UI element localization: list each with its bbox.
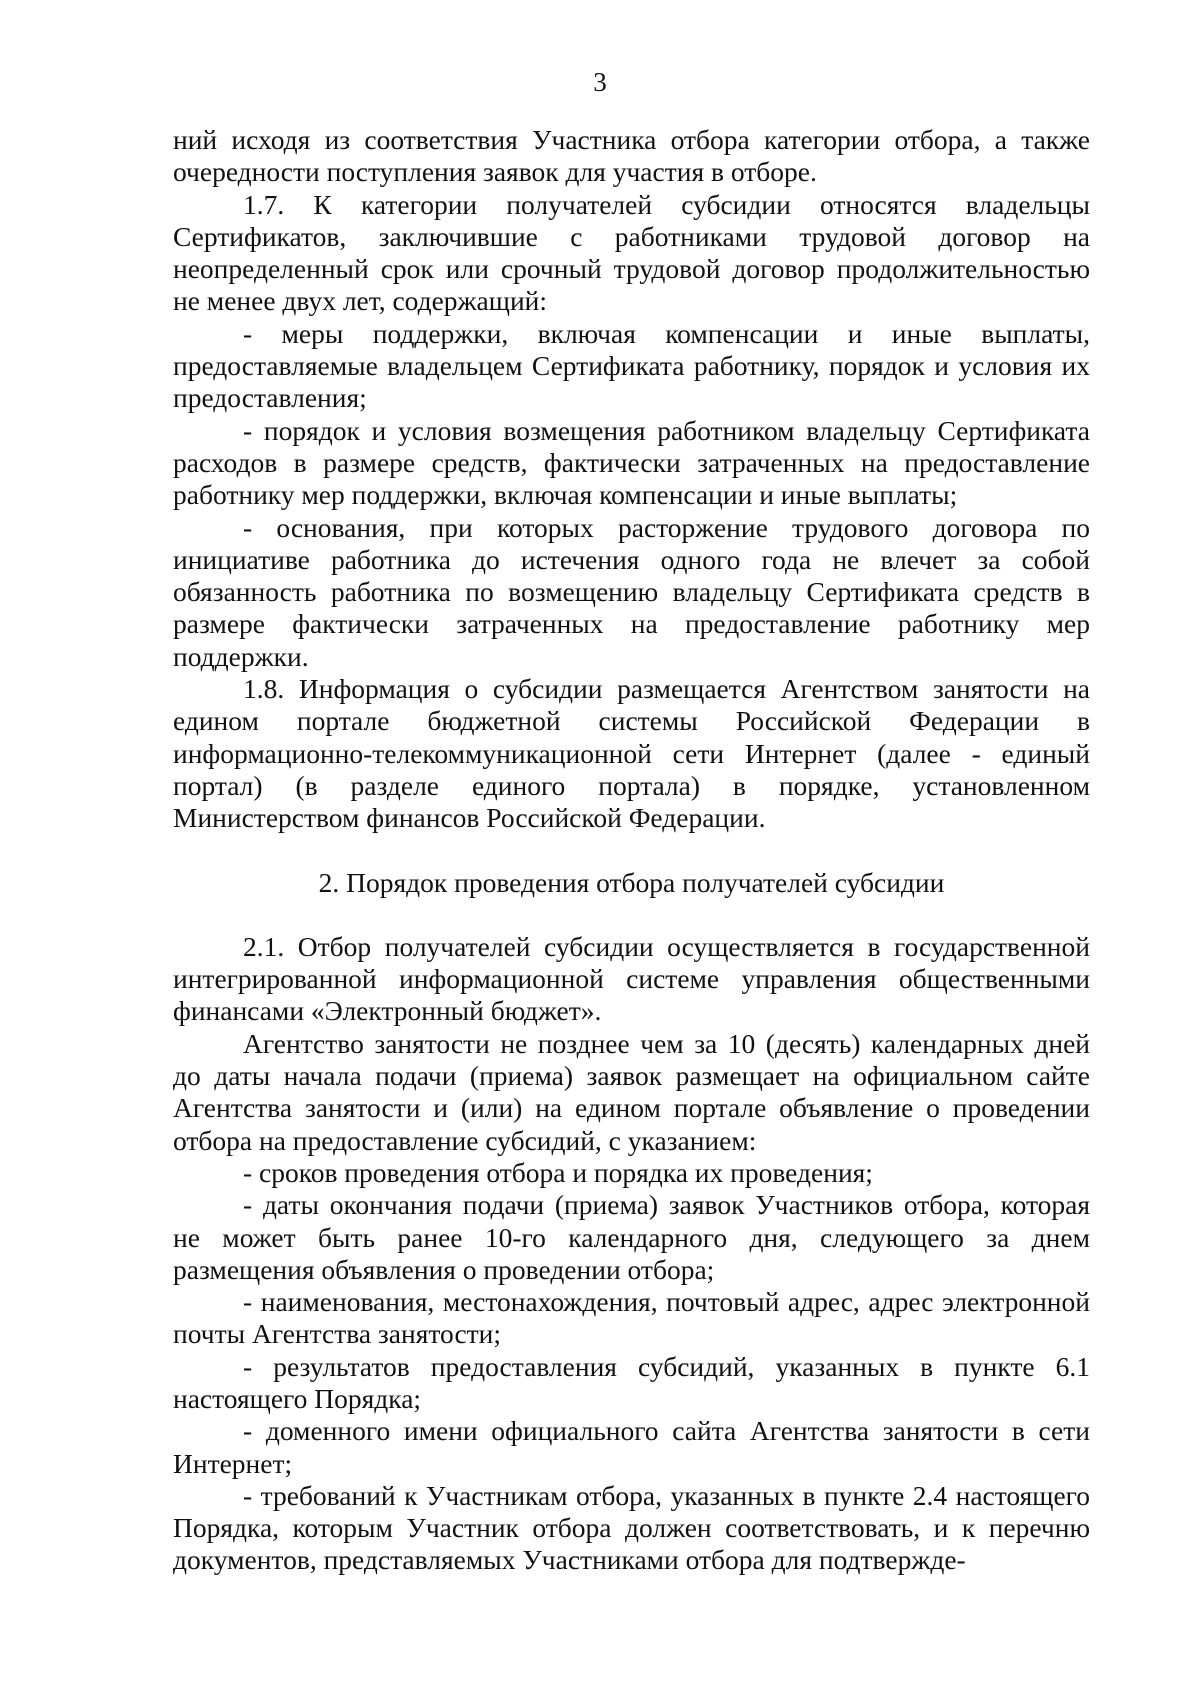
list-item: - порядок и условия возмещения работником владельцу Сертификата расходов в размере средств, фактически затраченных на предоставление работнику мер поддержки, включая компенсации и иные выплаты;: [173, 414, 1090, 511]
paragraph-1-7: 1.7. К категории получателей субсидии относятся владельцы Сертификатов, заключившие с работниками трудовой договор на неопределенный срок или срочный трудовой договор продолжительностью не менее двух лет, содержащий:: [173, 188, 1090, 317]
list-item: - основания, при которых расторжение трудового договора по инициативе работника до истечения одного года не влечет за собой обязанность работника по возмещению владельцу Сертификата средств в размере фактически затраченных на предоставление работнику мер поддержки.: [173, 511, 1090, 672]
paragraph-1-8: 1.8. Информация о субсидии размещается Агентством занятости на едином портале бюджетной системы Российской Федерации в информационно-телекоммуникационной сети Интернет (далее - единый портал) (в разделе единого портала) в порядке, установленном Министерством финансов Российской Федерации.: [173, 673, 1090, 834]
list-item: - меры поддержки, включая компенсации и иные выплаты, предоставляемые владельцем Сертификата работнику, порядок и условия их предоставления;: [173, 317, 1090, 414]
paragraph-2-1: 2.1. Отбор получателей субсидии осуществляется в государственной интегрированной информационной системе управления общественными финансами «Электронный бюджет».: [173, 930, 1090, 1027]
paragraph: ний исходя из соответствия Участника отбора категории отбора, а также очередности поступления заявок для участия в отборе.: [173, 124, 1090, 188]
list-item: - требований к Участникам отбора, указанных в пункте 2.4 настоящего Порядка, которым Участник отбора должен соответствовать, и к перечню документов, представляемых Участниками отбора для подтвержде-: [173, 1479, 1090, 1576]
section-heading: 2. Порядок проведения отбора получателей субсидии: [318, 866, 945, 898]
list-item: - даты окончания подачи (приема) заявок Участников отбора, которая не может быть ранее 10-го календарного дня, следующего за днем размещения объявления о проведении отбора;: [173, 1189, 1090, 1285]
list-item: - наименования, местонахождения, почтовый адрес, адрес электронной почты Агентства занятости;: [173, 1286, 1090, 1350]
document-body: [173, 124, 1090, 1577]
paragraphs-after-section: [173, 931, 1090, 1577]
paragraph: Агентство занятости не позднее чем за 10 (десять) календарных дней до даты начала подачи (приема) заявок размещает на официальном сайте Агентства занятости и (или) на едином портале объявление о проведении отбора на предоставление субсидий, с указанием:: [173, 1027, 1090, 1156]
paragraphs-before-section: [173, 124, 1090, 835]
list-item: - сроков проведения отбора и порядка их проведения;: [243, 1156, 873, 1188]
list-item: - доменного имени официального сайта Агентства занятости в сети Интернет;: [173, 1415, 1090, 1479]
list-item: - результатов предоставления субсидий, указанных в пункте 6.1 настоящего Порядка;: [173, 1350, 1090, 1414]
page-number: 3: [593, 67, 607, 97]
section-heading-block: [173, 867, 1090, 899]
